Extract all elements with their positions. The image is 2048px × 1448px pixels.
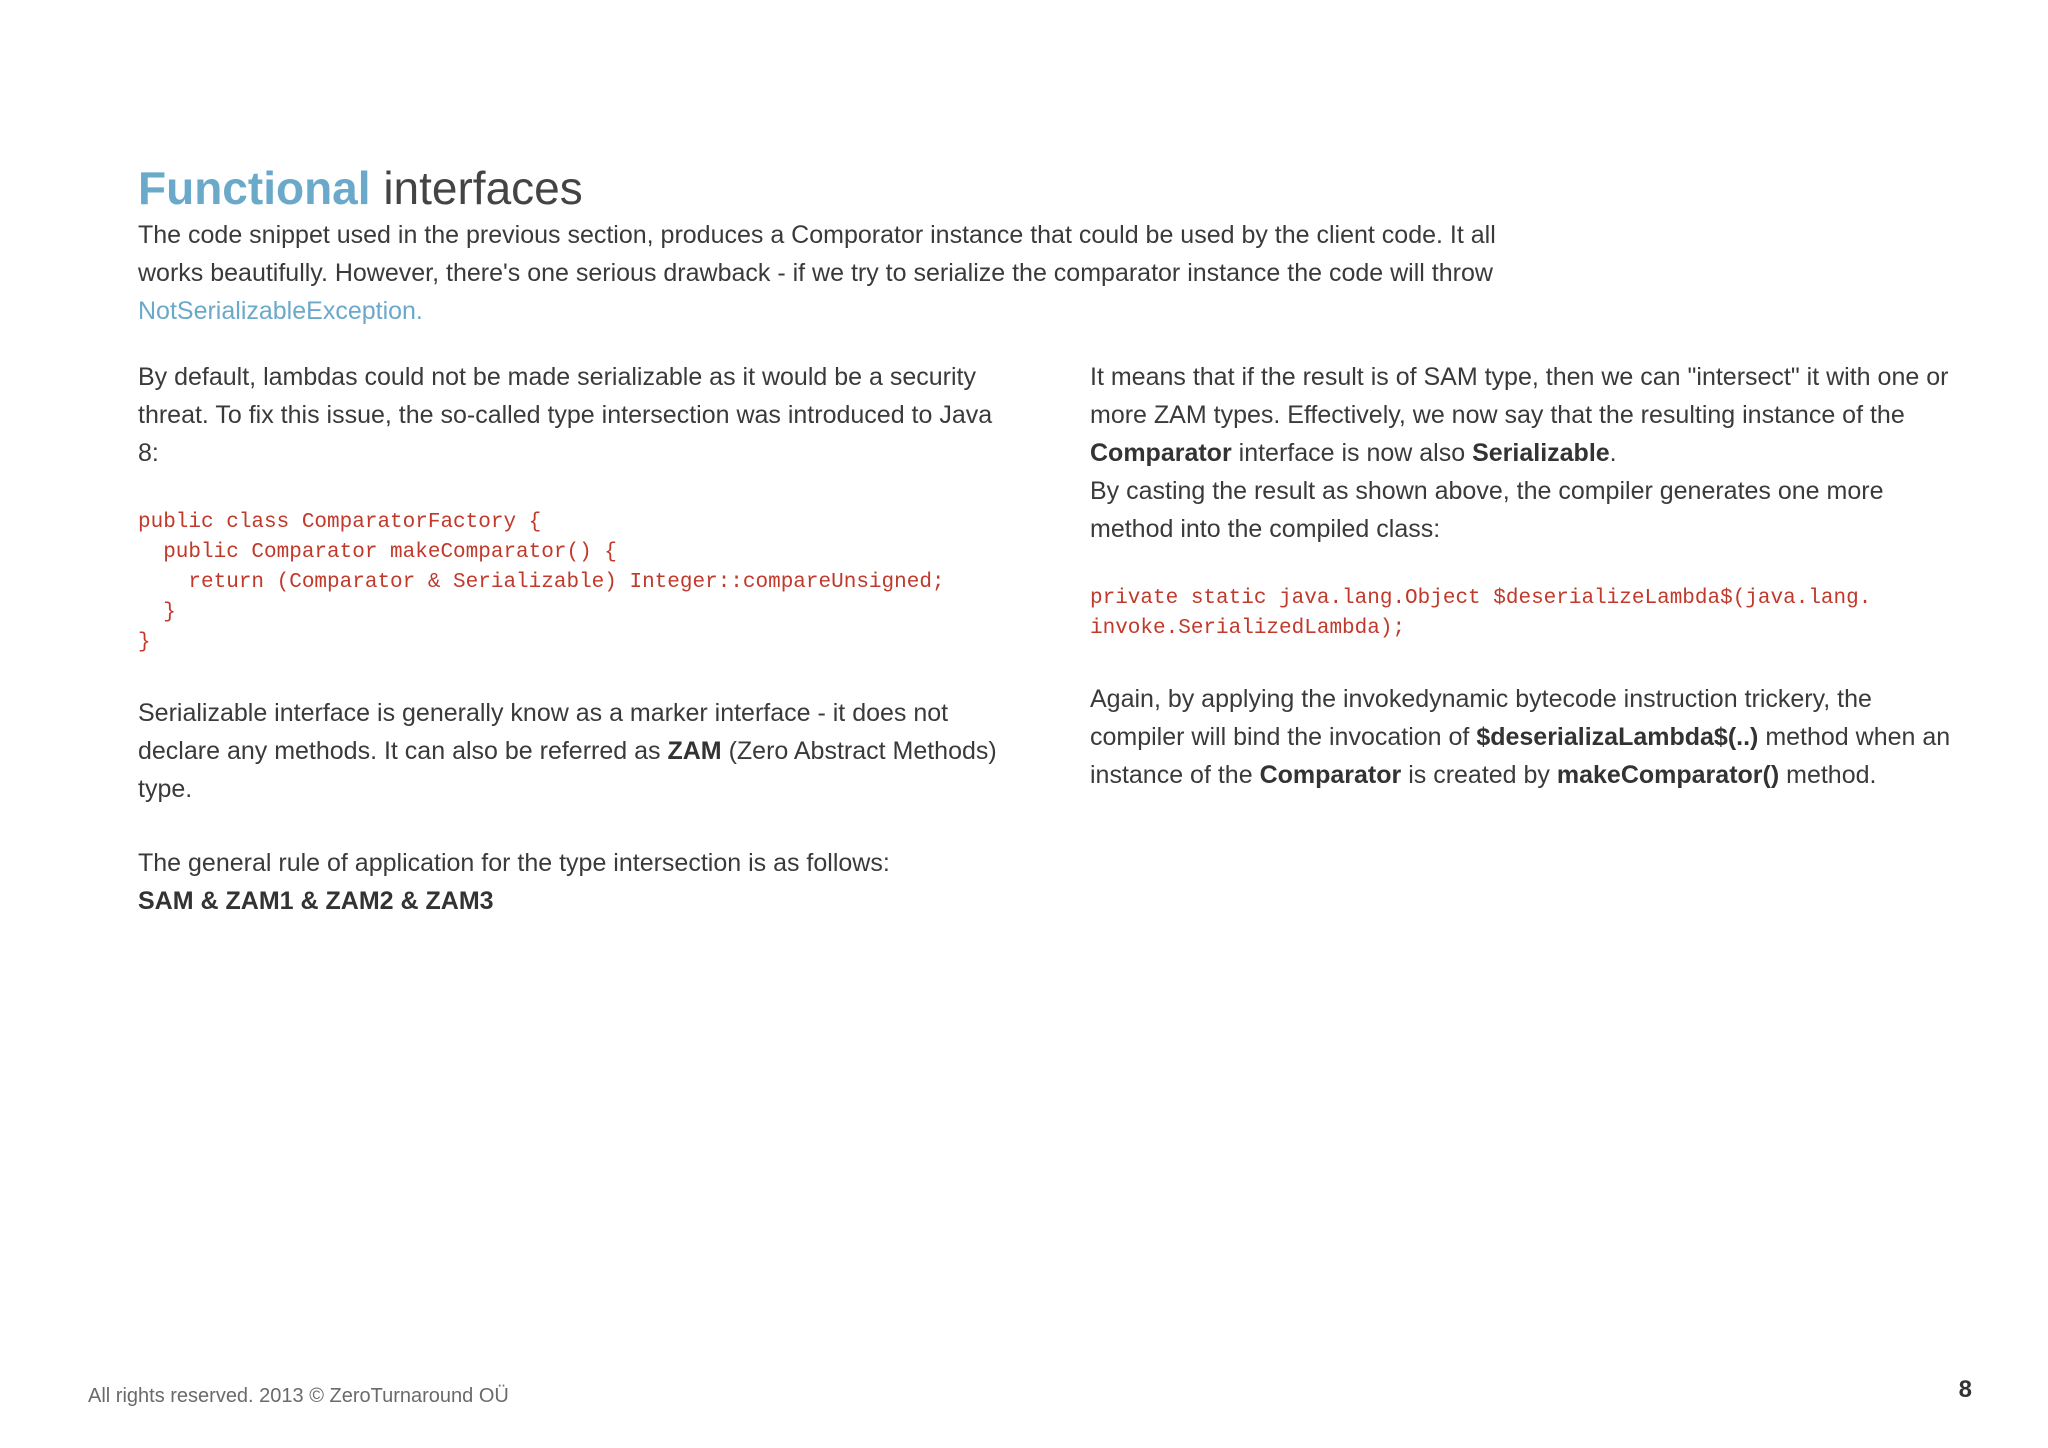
title-rest: interfaces bbox=[370, 162, 583, 214]
code-block-deserialize: private static java.lang.Object $deserializeLambda$(java.lang. invoke.SerializedLambda); bbox=[1090, 587, 1872, 640]
right-paragraph-1-a: It means that if the result is of SAM type, then we can "intersect" it with one or more ZAM types. Effectively, we now say that the resulting instance of the bbox=[1090, 363, 1949, 429]
left-paragraph-2-c: (Zero Abstract Methods) type. bbox=[138, 737, 997, 803]
intro-text: The code snippet used in the previous section, produces a Comporator instance that could be used by the client code. It all works beautifully. However, there's one serious drawback - if we try to serialize the comparator instance the code will throw bbox=[138, 221, 1496, 287]
comparator-term-2: Comparator bbox=[1259, 761, 1402, 789]
exception-name: NotSerializableException. bbox=[138, 297, 423, 325]
serializable-term: Serializable bbox=[1472, 439, 1610, 467]
right-paragraph-2: By casting the result as shown above, the compiler generates one more method into the compiled class: bbox=[1090, 477, 1884, 543]
title-accent: Functional bbox=[138, 162, 371, 214]
right-paragraph-1-e: . bbox=[1609, 439, 1617, 467]
right-paragraph-3-a: Again, by applying the invokedynamic bytecode instruction trickery, the compiler will bind the invocation of bbox=[1090, 685, 1872, 751]
left-paragraph-1: By default, lambdas could not be made serializable as it would be a security threat. To fix this issue, the so-called type intersection was introduced to Java 8: bbox=[138, 363, 993, 467]
make-comparator-term: makeComparator() bbox=[1556, 761, 1780, 789]
right-paragraph-3-g: method. bbox=[1779, 761, 1877, 789]
zam-term: ZAM bbox=[667, 737, 722, 765]
right-paragraph-3 bbox=[1090, 680, 1970, 794]
left-paragraph-3: The general rule of application for the type intersection is as follows: bbox=[138, 849, 890, 877]
left-paragraph-2 bbox=[138, 694, 1008, 808]
right-paragraph-1 bbox=[1090, 358, 1970, 472]
right-paragraph-1-c: interface is now also bbox=[1231, 439, 1473, 467]
right-column bbox=[1090, 358, 1970, 794]
code-block-factory: public class ComparatorFactory { public Comparator makeComparator() { return (Comparator & Serializable) Integer::compareUnsigned; } } bbox=[138, 511, 945, 654]
left-paragraph-2-a: Serializable interface is generally know as a marker interface - it does not declare any methods. It can also be referred as bbox=[138, 699, 949, 765]
intro-paragraph bbox=[138, 216, 1558, 330]
intersection-rule: SAM & ZAM1 & ZAM2 & ZAM3 bbox=[138, 887, 494, 915]
deserialize-method-term: $deserializaLambda$(..) bbox=[1476, 723, 1759, 751]
left-column bbox=[138, 358, 1008, 920]
comparator-term: Comparator bbox=[1090, 439, 1232, 467]
right-paragraph-3-e: is created by bbox=[1401, 761, 1557, 789]
footer-copyright: All rights reserved. 2013 © ZeroTurnaround OÜ bbox=[88, 1385, 509, 1407]
page-number: 8 bbox=[1958, 1376, 1972, 1403]
section-title bbox=[138, 160, 583, 216]
right-paragraph-3-c: method when an instance of the bbox=[1090, 723, 1951, 789]
